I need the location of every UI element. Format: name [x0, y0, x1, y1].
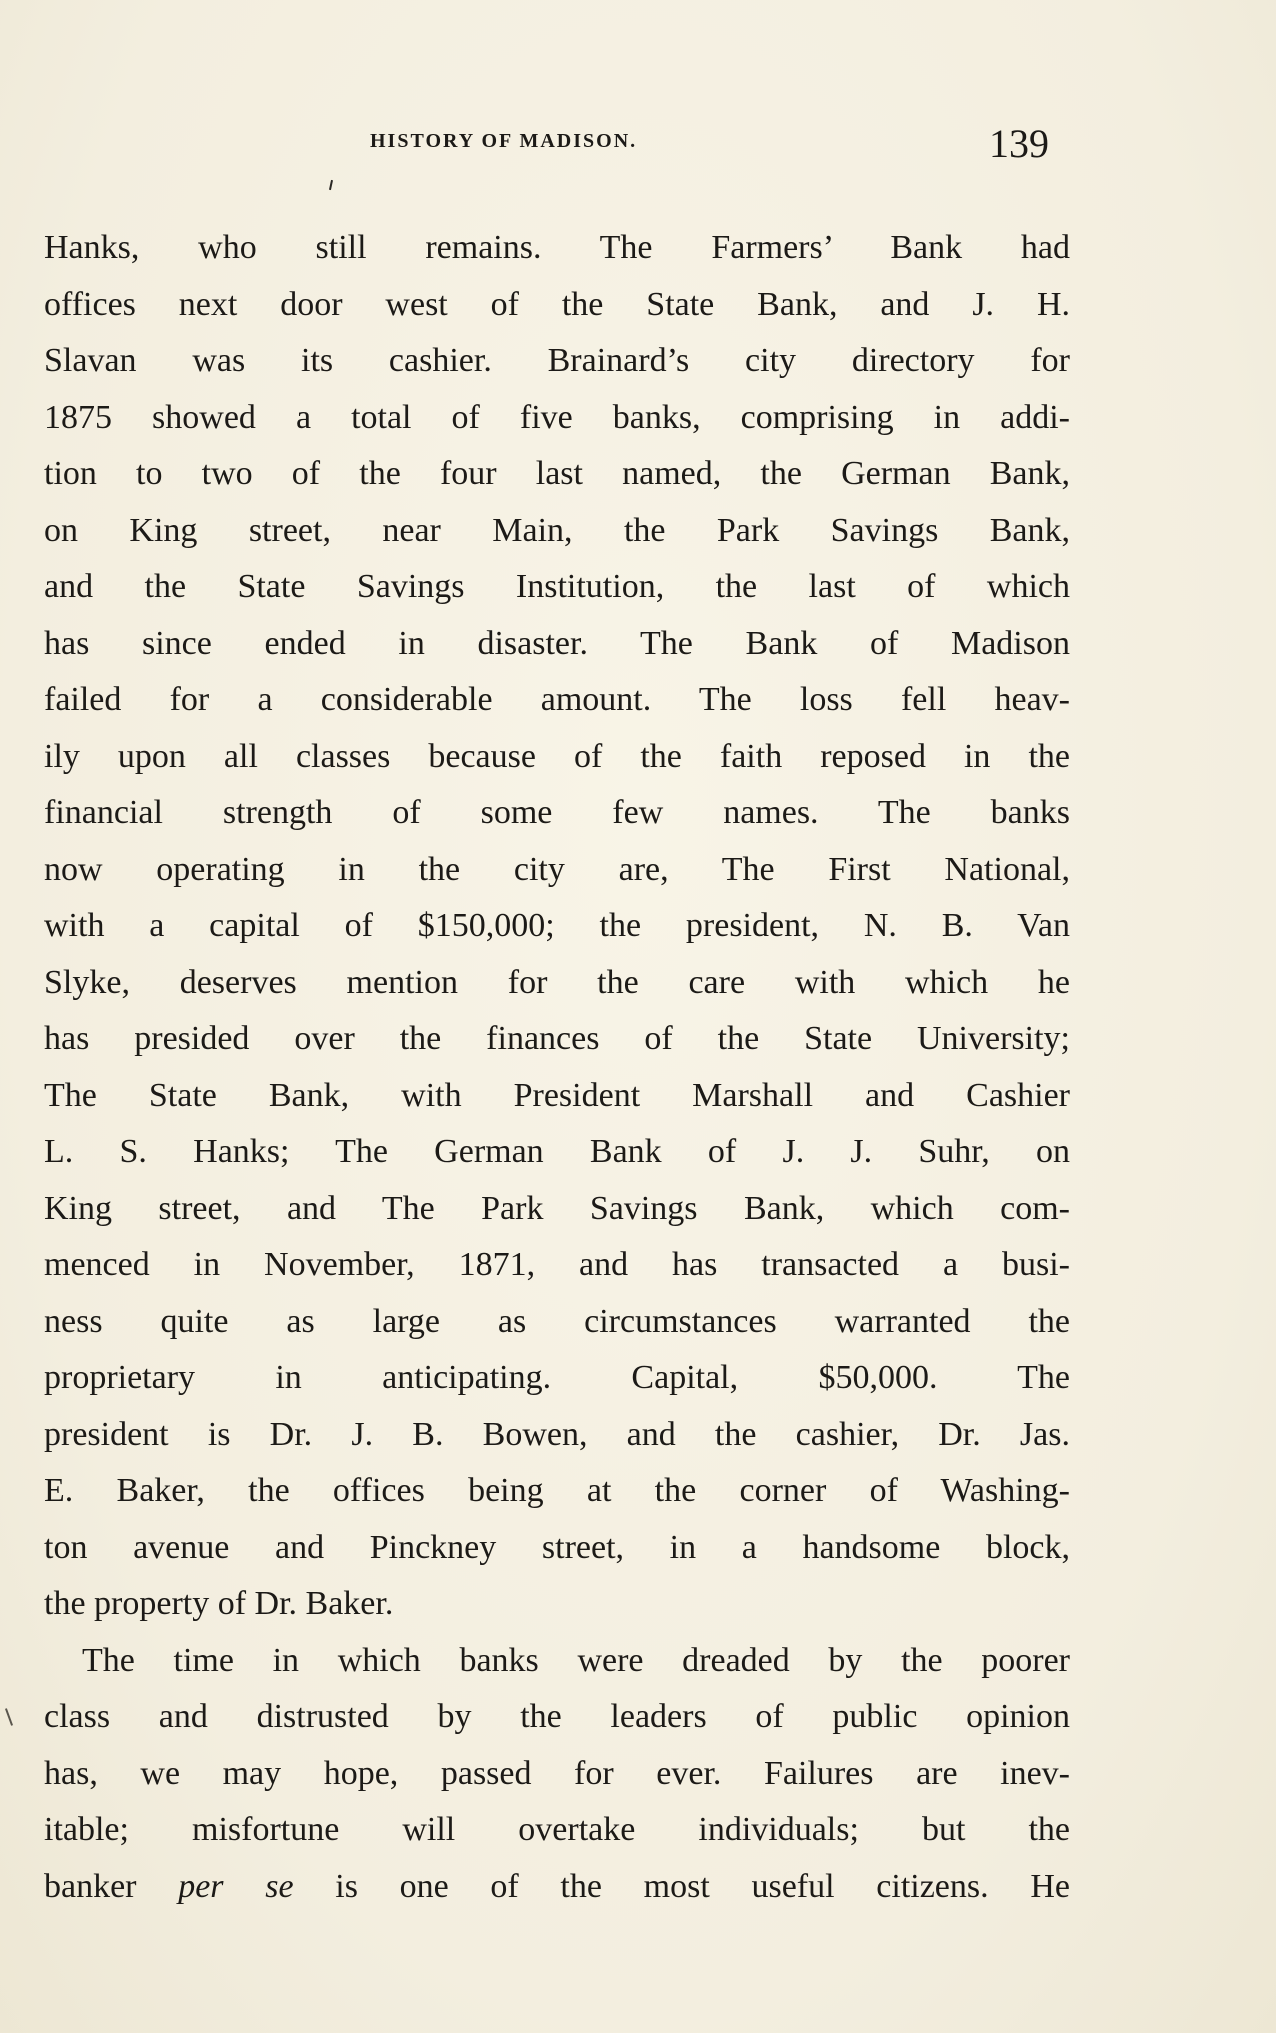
italic-phrase: per se	[178, 1867, 294, 1905]
text-line: offices next door west of the State Bank, and J. H.	[44, 285, 1070, 323]
text-line: the property of Dr. Baker.	[44, 1585, 394, 1622]
text-line: E. Baker, the offices being at the corner of Washing-	[44, 1472, 1070, 1509]
text-line-final	[44, 1859, 1070, 1916]
text-line: has, we may hope, passed for ever. Failures are inev-	[44, 1754, 1070, 1792]
text-line: proprietary in anticipating. Capital, $50,000. The	[44, 1359, 1070, 1396]
text-line: and the State Savings Institution, the last of which	[44, 568, 1070, 605]
text-line: ness quite as large as circumstances warranted the	[44, 1302, 1070, 1340]
text-line: on King street, near Main, the Park Savings Bank,	[44, 511, 1070, 549]
text-line: The State Bank, with President Marshall and Cashier	[44, 1076, 1070, 1114]
text-line: menced in November, 1871, and has transacted a busi-	[44, 1246, 1070, 1283]
text-line: ton avenue and Pinckney street, in a handsome block,	[44, 1528, 1070, 1566]
running-title: HISTORY OF MADISON.	[370, 130, 638, 152]
text-line: has presided over the finances of the State University;	[44, 1020, 1070, 1057]
text-line: financial strength of some few names. The banks	[44, 794, 1070, 831]
text-line: class and distrusted by the leaders of public opinion	[44, 1698, 1070, 1735]
text-line: tion to two of the four last named, the German Bank,	[44, 455, 1070, 492]
text-line: has since ended in disaster. The Bank of Madison	[44, 624, 1070, 662]
text-line: 1875 showed a total of five banks, comprising in addi-	[44, 398, 1070, 436]
text-line: now operating in the city are, The First National,	[44, 850, 1070, 888]
running-head	[0, 120, 1276, 166]
text-segment: banker	[44, 1867, 179, 1905]
text-line: president is Dr. J. B. Bowen, and the cashier, Dr. Jas.	[44, 1415, 1070, 1453]
text-line: L. S. Hanks; The German Bank of J. J. Suhr, on	[44, 1133, 1070, 1170]
text-line: with a capital of $150,000; the president, N. B. Van	[44, 907, 1070, 944]
ink-speck	[329, 180, 333, 190]
text-line: The time in which banks were dreaded by the poorer	[82, 1641, 1070, 1679]
text-line: Hanks, who still remains. The Farmers’ Bank had	[44, 229, 1070, 266]
text-line: failed for a considerable amount. The loss fell heav-	[44, 681, 1070, 718]
page-number: 139	[989, 121, 1049, 166]
text-line: itable; misfortune will overtake individuals; but the	[44, 1811, 1070, 1848]
text-line: King street, and The Park Savings Bank, which com-	[44, 1189, 1070, 1227]
text-line: Slyke, deserves mention for the care with which he	[44, 963, 1070, 1001]
body-text	[44, 220, 1070, 1915]
text-line: ily upon all classes because of the faith reposed in the	[44, 737, 1070, 775]
text-line: Slavan was its cashier. Brainard’s city directory for	[44, 342, 1070, 379]
text-segment: is one of the most useful citizens. He	[293, 1867, 1070, 1905]
ink-speck	[5, 1708, 13, 1726]
